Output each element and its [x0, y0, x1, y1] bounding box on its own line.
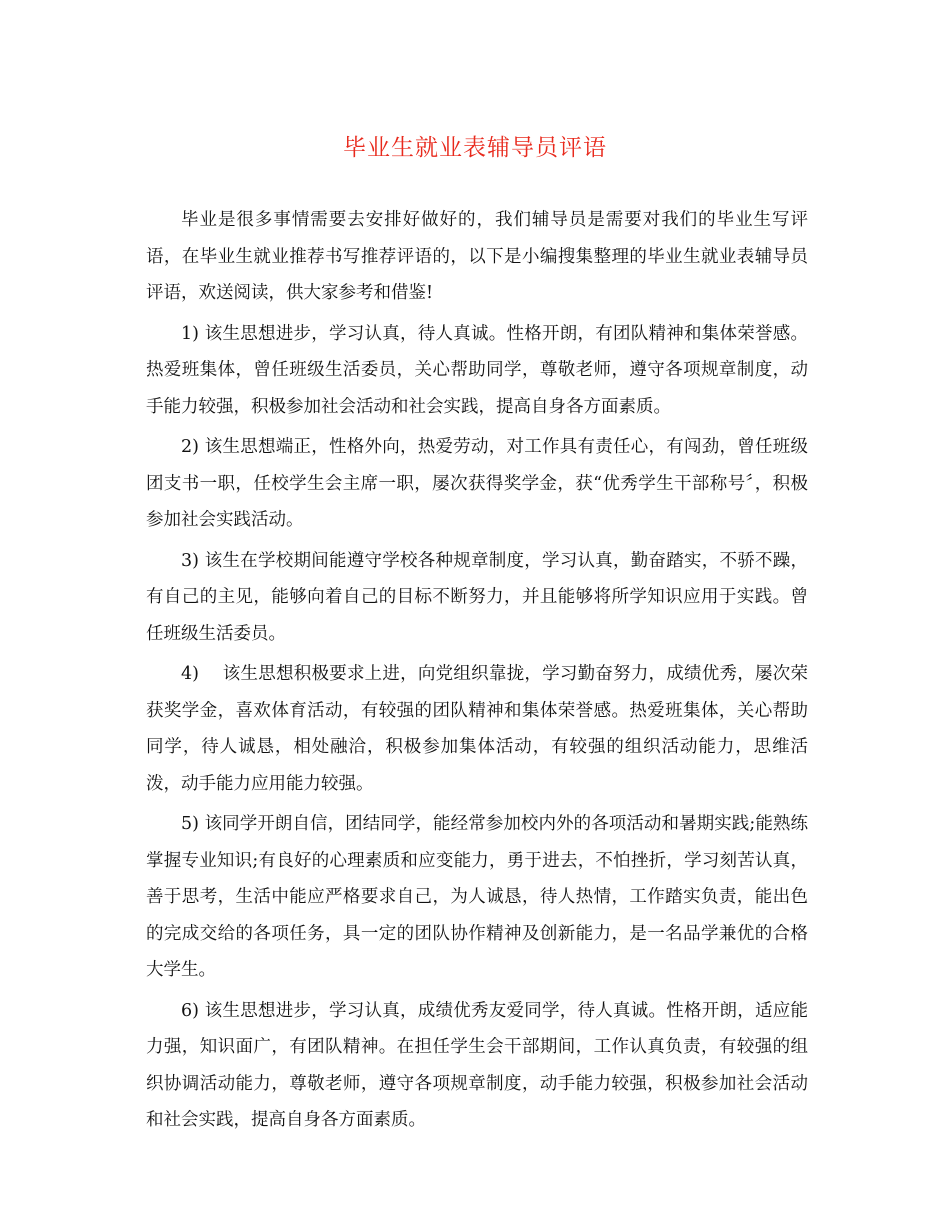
- comment-paragraph-5: 5) 该同学开朗自信，团结同学，能经常参加校内外的各项活动和暑期实践;能熟练掌握专业知识;有良好的心理素质和应变能力，勇于进去，不怕挫折，学习刻苦认真，善于思考，生活中能应严格要求自己，为人诚恳，待人热情，工作踏实负责，能出色的完成交给的各项任务，具一定的团队协作精神及创新能力，是一名品学兼优的合格大学生。: [146, 814, 808, 980]
- comment-paragraph-1: 1) 该生思想进步，学习认真，待人真诚。性格开朗，有团队精神和集体荣誉感。热爱班集体，曾任班级生活委员，关心帮助同学，尊敬老师，遵守各项规章制度，动手能力较强，积极参加社会活动和社会实践，提高自身各方面素质。: [146, 323, 808, 417]
- comment-paragraph-2: 2) 该生思想端正，性格外向，热爱劳动，对工作具有责任心，有闯劲，曾任班级团支书一职，任校学生会主席一职，屡次获得奖学金，获“优秀学生干部称号〞，积极参加社会实践活动。: [146, 437, 808, 530]
- comment-paragraph-4: 4) 该生思想积极要求上进，向党组织靠拢，学习勤奋努力，成绩优秀，屡次荣获奖学金，喜欢体育活动，有较强的团队精神和集体荣誉感。热爱班集体，关心帮助同学，待人诚恳，相处融洽，积极参加集体活动，有较强的组织活动能力，思维活泼，动手能力应用能力较强。: [146, 664, 808, 794]
- document-body: [146, 202, 808, 1143]
- document-title: 毕业生就业表辅导员评语: [343, 135, 607, 161]
- comment-paragraph-3: 3) 该生在学校期间能遵守学校各种规章制度，学习认真，勤奋踏实，不骄不躁，有自己的主见，能够向着自己的目标不断努力，并且能够将所学知识应用于实践。曾任班级生活委员。: [146, 550, 808, 644]
- intro-paragraph: 毕业是很多事情需要去安排好做好的，我们辅导员是需要对我们的毕业生写评语，在毕业生就业推荐书写推荐评语的，以下是小编搜集整理的毕业生就业表辅导员评语，欢送阅读，供大家参考和借鉴!: [146, 210, 808, 303]
- comment-paragraph-6: 6) 该生思想进步，学习认真，成绩优秀友爱同学，待人真诚。性格开朗，适应能力强，知识面广，有团队精神。在担任学生会干部期间，工作认真负责，有较强的组织协调活动能力，尊敬老师，遵守各项规章制度，动手能力较强，积极参加社会活动和社会实践，提高自身各方面素质。: [146, 1000, 808, 1130]
